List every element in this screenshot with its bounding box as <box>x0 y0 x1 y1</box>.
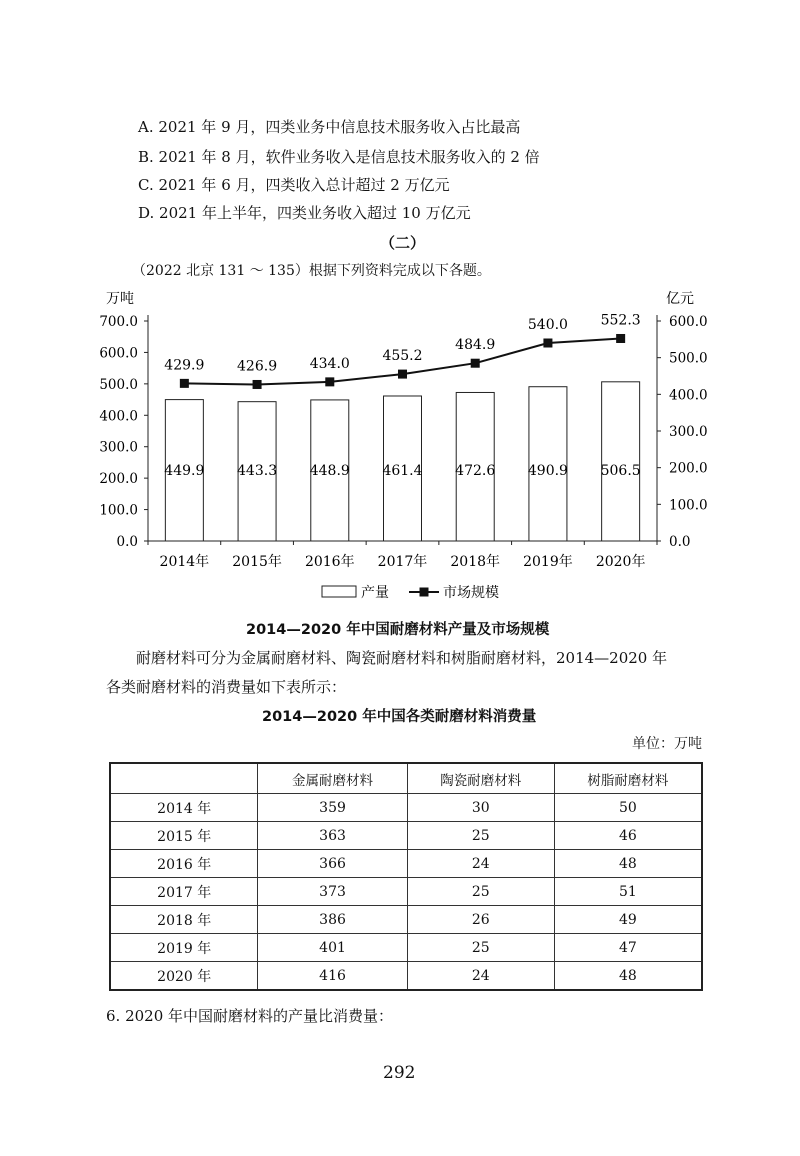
table-row-year: 2020 年 <box>110 962 258 991</box>
line-data-label: 429.9 <box>164 357 205 374</box>
left-axis-unit: 万吨 <box>106 291 134 307</box>
option-a: A. 2021 年 9 月，四类业务中信息技术服务收入占比最高 <box>138 118 521 136</box>
line-data-label: 540.0 <box>527 317 568 333</box>
line-data-label: 426.9 <box>237 358 278 375</box>
chart <box>0 285 800 605</box>
page-number: 292 <box>383 1063 416 1083</box>
left-tick-label: 400.0 <box>99 408 138 425</box>
table-cell: 51 <box>554 878 702 906</box>
left-tick-label: 600.0 <box>99 345 138 362</box>
right-axis-unit: 亿元 <box>666 291 694 307</box>
bar-production <box>602 382 640 541</box>
table-row-year: 2018 年 <box>110 906 258 934</box>
option-d: D. 2021 年上半年，四类业务收入超过 10 万亿元 <box>138 204 471 222</box>
table-cell: 46 <box>554 822 702 850</box>
x-tick-label: 2016年 <box>304 554 355 570</box>
bar-data-label: 448.9 <box>309 463 350 479</box>
legend-bar-label: 产量 <box>361 585 389 601</box>
table-header-row <box>110 763 702 794</box>
table-cell: 359 <box>258 794 407 822</box>
chart-caption: 2014—2020 年中国耐磨材料产量及市场规模 <box>246 622 550 638</box>
table-unit: 单位：万吨 <box>632 736 702 752</box>
table-cell: 47 <box>554 934 702 962</box>
table-header <box>110 763 258 794</box>
table-header: 金属耐磨材料 <box>258 763 407 794</box>
line-point <box>180 379 189 388</box>
table-header: 树脂耐磨材料 <box>554 763 702 794</box>
table-cell: 49 <box>554 906 702 934</box>
bar-data-label: 472.6 <box>455 463 496 479</box>
table-cell: 48 <box>554 850 702 878</box>
table-cell: 50 <box>554 794 702 822</box>
x-tick-label: 2015年 <box>232 554 282 570</box>
table-cell: 30 <box>407 794 554 822</box>
x-tick-label: 2018年 <box>450 554 501 570</box>
x-tick-label: 2017年 <box>377 554 428 570</box>
x-tick-label: 2019年 <box>523 554 573 570</box>
line-point <box>616 334 625 343</box>
consumption-table <box>109 762 703 991</box>
table-row-year: 2017 年 <box>110 878 258 906</box>
left-tick-label: 500.0 <box>99 376 138 393</box>
table-row-year: 2014 年 <box>110 794 258 822</box>
table-cell: 24 <box>407 962 554 991</box>
table-cell: 366 <box>258 850 407 878</box>
table-cell: 386 <box>258 906 407 934</box>
right-tick-label: 200.0 <box>669 460 708 477</box>
legend-bar-swatch <box>322 586 356 597</box>
table-header: 陶瓷耐磨材料 <box>407 763 554 794</box>
bar-data-label: 449.9 <box>164 463 205 479</box>
table-cell: 363 <box>258 822 407 850</box>
intro-text: （2022 北京 131 ～ 135）根据下列资料完成以下各题。 <box>132 263 491 279</box>
legend-line-label: 市场规模 <box>443 585 499 601</box>
line-data-label: 552.3 <box>600 312 641 329</box>
line-point <box>398 370 407 379</box>
option-b: B. 2021 年 8 月，软件业务收入是信息技术服务收入的 2 倍 <box>138 148 540 166</box>
table-row <box>110 906 702 934</box>
right-tick-label: 600.0 <box>669 314 708 330</box>
right-tick-label: 300.0 <box>669 424 708 440</box>
right-tick-label: 400.0 <box>669 387 708 404</box>
table-row <box>110 822 702 850</box>
legend-line-marker <box>420 588 429 597</box>
table-cell: 25 <box>407 934 554 962</box>
left-tick-label: 700.0 <box>99 314 138 330</box>
table-caption: 2014—2020 年中国各类耐磨材料消费量 <box>262 709 537 725</box>
line-point <box>471 359 480 368</box>
right-tick-label: 0.0 <box>669 534 691 550</box>
table-cell: 373 <box>258 878 407 906</box>
line-data-label: 484.9 <box>455 337 496 354</box>
paragraph-line-1: 耐磨材料可分为金属耐磨材料、陶瓷耐磨材料和树脂耐磨材料，2014—2020 年 <box>136 649 668 667</box>
table-row-year: 2016 年 <box>110 850 258 878</box>
left-tick-label: 200.0 <box>99 471 138 488</box>
table-cell: 26 <box>407 906 554 934</box>
table-row <box>110 934 702 962</box>
question-text: 6. 2020 年中国耐磨材料的产量比消费量： <box>106 1007 394 1025</box>
table-row <box>110 962 702 991</box>
table-cell: 24 <box>407 850 554 878</box>
table-row <box>110 794 702 822</box>
x-tick-label: 2020年 <box>595 554 646 570</box>
table-cell: 25 <box>407 822 554 850</box>
bar-data-label: 461.4 <box>382 463 423 479</box>
table-row <box>110 850 702 878</box>
table-cell: 25 <box>407 878 554 906</box>
left-tick-label: 300.0 <box>99 439 138 456</box>
table-row <box>110 878 702 906</box>
table-cell: 48 <box>554 962 702 991</box>
right-tick-label: 500.0 <box>669 350 708 367</box>
bar-data-label: 506.5 <box>600 463 641 479</box>
left-tick-label: 100.0 <box>99 502 138 519</box>
bar-data-label: 443.3 <box>237 463 278 479</box>
right-tick-label: 100.0 <box>669 497 708 514</box>
x-tick-label: 2014年 <box>159 554 210 570</box>
table-cell: 416 <box>258 962 407 991</box>
line-data-label: 434.0 <box>309 355 350 372</box>
table-row-year: 2015 年 <box>110 822 258 850</box>
section-title: （二） <box>380 234 426 252</box>
table-row-year: 2019 年 <box>110 934 258 962</box>
line-point <box>325 377 334 386</box>
line-data-label: 455.2 <box>382 348 423 365</box>
left-tick-label: 0.0 <box>116 534 138 550</box>
table-cell: 401 <box>258 934 407 962</box>
line-point <box>253 380 262 389</box>
bar-data-label: 490.9 <box>527 463 568 479</box>
option-c: C. 2021 年 6 月，四类收入总计超过 2 万亿元 <box>138 176 450 194</box>
paragraph-line-2: 各类耐磨材料的消费量如下表所示： <box>106 678 347 696</box>
line-point <box>543 339 552 348</box>
